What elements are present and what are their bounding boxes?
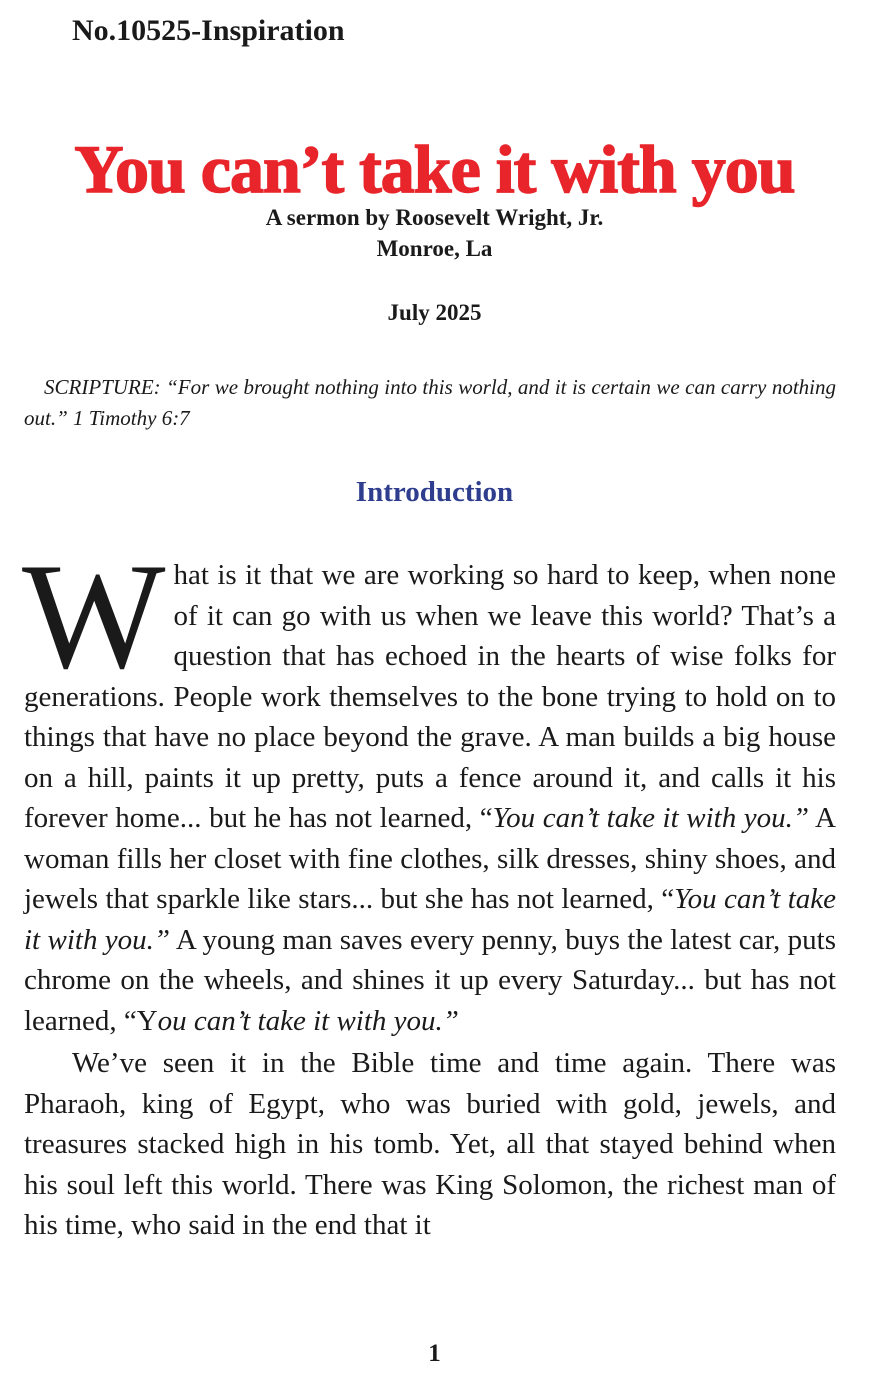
drop-cap: W xyxy=(22,532,166,700)
page-number: 1 xyxy=(428,1340,441,1367)
paragraph-1-part-3: A young man saves every penny, buys the latest car, puts chrome on the wheels, and shines it up every Saturday... but has not learned, “Y xyxy=(24,923,836,1037)
series-number: No.10525-Inspiration xyxy=(72,14,345,47)
location-line: Monroe, La xyxy=(376,236,493,261)
sermon-title: You can’t take it with you xyxy=(74,131,795,207)
paragraph-2: We’ve seen it in the Bible time and time again. There was Pharaoh, king of Egypt, who was buried with gold, jewels, and treasures stacked high in his tomb. Yet, all that stayed behind when his soul left this world. There was King Solomon, the richest man of his time, who said in the end that it xyxy=(24,1047,836,1241)
byline xyxy=(0,202,869,264)
paragraph-1 xyxy=(22,532,837,1041)
paragraph-1-emphasis-1: You can’t take it with you.” xyxy=(492,802,810,834)
paragraph-1-part-2: A woman fills her closet with fine clothes, silk dresses, shiny shoes, and jewels that sparkle like stars... but she has not learned, “ xyxy=(24,802,836,915)
body-text xyxy=(22,532,837,1246)
paragraph-1-emphasis-2: You can’t take it with you.” xyxy=(24,883,837,956)
section-heading: Introduction xyxy=(355,476,514,508)
paragraph-1-part-1: hat is it that we are working so hard to keep, when none of it can go with us when we leave this world? That’s a question that has echoed in the hearts of wise folks for generations. People work themselves to the bone trying to hold on to things that have no place beyond the grave. A man builds a big house on a hill, paints it up pretty, puts a fence around it, and calls it his forever home... but he has not learned, “ xyxy=(24,559,836,834)
author-line: A sermon by Roosevelt Wright, Jr. xyxy=(265,205,604,230)
sermon-date: July 2025 xyxy=(387,300,482,325)
paragraph-1-emphasis-3: ou can’t take it with you.” xyxy=(157,1004,459,1037)
scripture-quote: SCRIPTURE: “For we brought nothing into this world, and it is certain we can carry nothing out.” 1 Timothy 6:7 xyxy=(24,375,836,430)
